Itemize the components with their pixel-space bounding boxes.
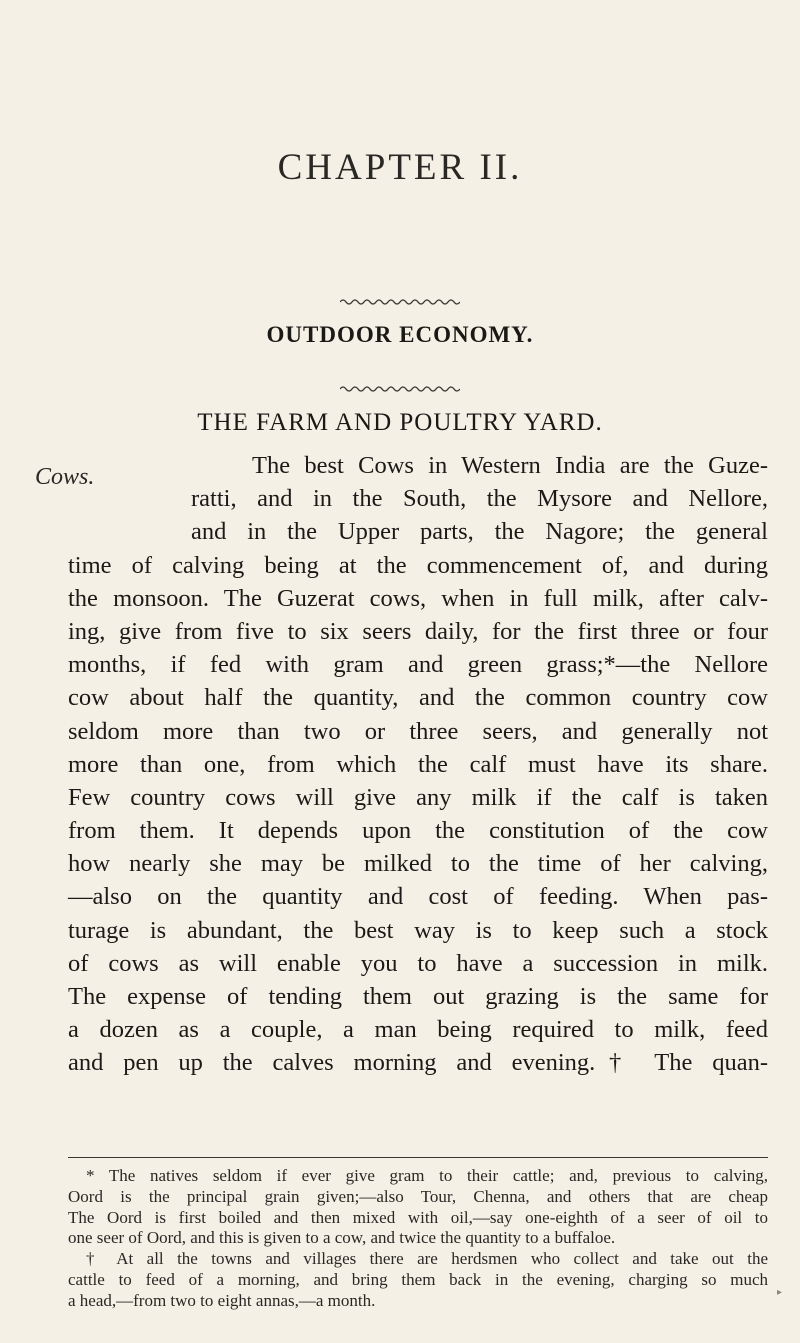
footnote-line: cattle to feed of a morning, and bring them back in the evening, charging so much — [68, 1269, 768, 1289]
footnote-line: The Oord is first boiled and then mixed with oil,—say one-eighth of a seer of oil to — [68, 1207, 768, 1227]
chapter-heading: CHAPTER II. — [277, 147, 523, 188]
body-line: a dozen as a couple, a man being required to milk, feed — [68, 1016, 768, 1044]
body-line: of cows as will enable you to have a succession in milk. — [68, 949, 768, 977]
body-line: Few country cows will give any milk if the calf is taken — [68, 783, 768, 811]
body-line: cow about half the quantity, and the common country cow — [68, 684, 768, 712]
footnotes — [68, 1166, 768, 1312]
body-paragraph — [68, 449, 768, 1080]
ornamental-rule-bottom — [0, 379, 800, 389]
footnote-line: † At all the towns and villages there are herdsmen who collect and take out the — [86, 1249, 768, 1269]
body-line: more than one, from which the calf must have its share. — [68, 750, 768, 778]
body-line: seldom more than two or three seers, and generally not — [68, 717, 768, 745]
body-line: from them. It depends upon the constitution of the cow — [68, 817, 768, 845]
body-line: months, if fed with gram and green grass;*—the Nellore — [68, 651, 768, 679]
body-line: turage is abundant, the best way is to keep such a stock — [68, 916, 768, 944]
body-line: —also on the quantity and cost of feeding. When pas- — [68, 883, 768, 911]
body-line: ratti, and in the South, the Mysore and Nellore, — [191, 485, 768, 513]
footnote-line: * The natives seldom if ever give gram to their cattle; and, previous to calving, — [86, 1166, 768, 1185]
body-line: and in the Upper parts, the Nagore; the general — [191, 518, 768, 546]
footnote-line: a head,—from two to eight annas,—a month. — [68, 1290, 376, 1310]
body-line: time of calving being at the commencement of, and during — [68, 551, 768, 579]
footnote-line: one seer of Oord, and this is given to a cow, and twice the quantity to a buffaloe. — [68, 1228, 616, 1248]
body-line: ing, give from five to six seers daily, for the first three or four — [68, 617, 768, 645]
section-title: OUTDOOR ECONOMY. — [266, 322, 534, 347]
body-line: and pen up the calves morning and evening.† The quan- — [68, 1049, 768, 1077]
body-line: The best Cows in Western India are the Guze- — [252, 452, 768, 479]
body-line: how nearly she may be milked to the time of her calving, — [68, 850, 768, 878]
margin-note: Cows. — [35, 464, 95, 490]
body-line: the monsoon. The Guzerat cows, when in full milk, after calv- — [68, 584, 768, 612]
footnote-separator — [68, 1157, 768, 1158]
subsection-title: THE FARM AND POULTRY YARD. — [197, 409, 603, 436]
footnote-line: Oord is the principal grain given;—also Tour, Chenna, and others that are cheap — [68, 1186, 768, 1206]
stray-print-mark: ▸ — [777, 1287, 783, 1298]
ornamental-rule-top — [0, 292, 800, 302]
body-line: The expense of tending them out grazing is the same for — [68, 983, 768, 1010]
